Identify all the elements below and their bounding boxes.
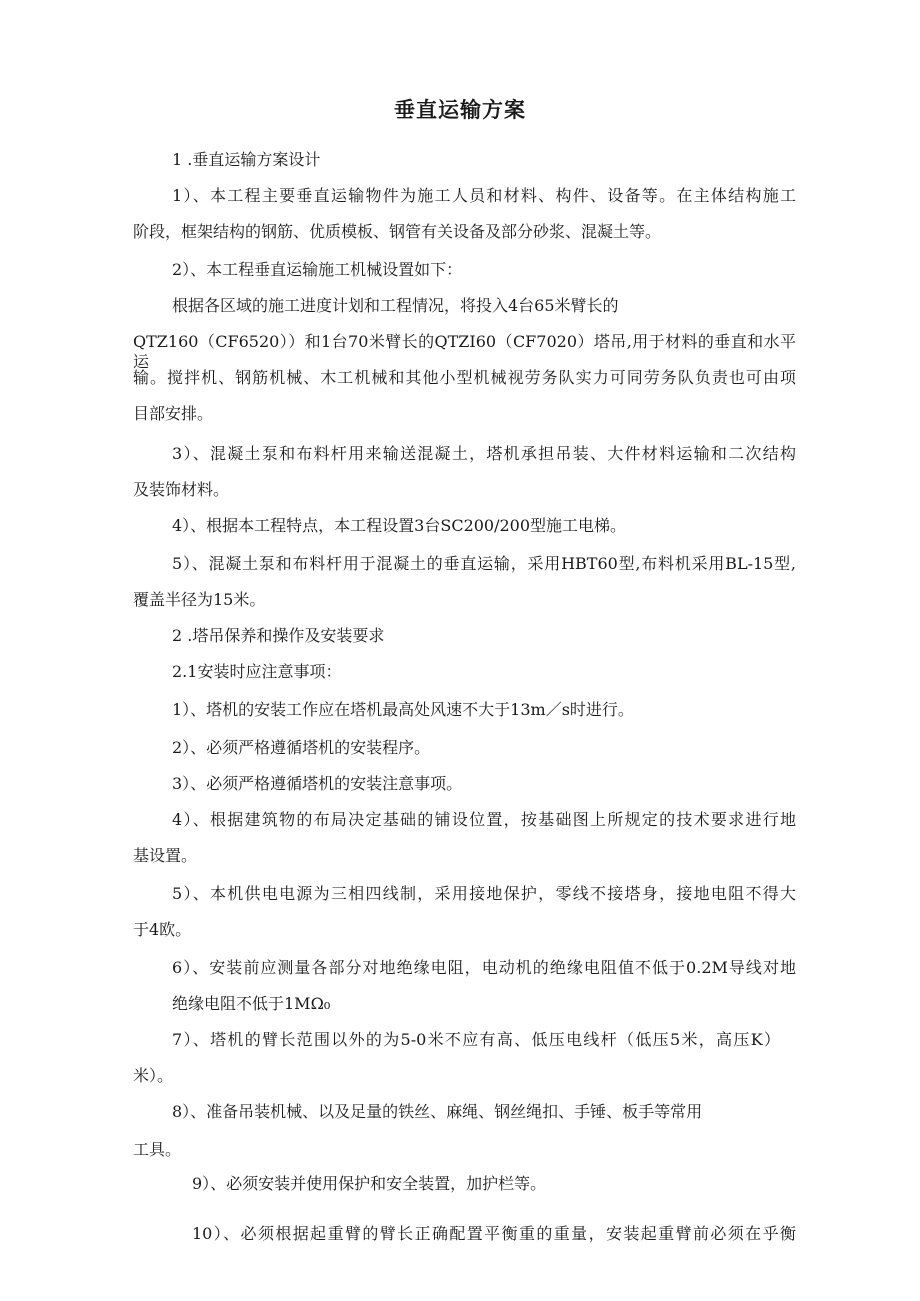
paragraph-line: 4）、根据建筑物的布局决定基础的铺设位置，按基础图上所规定的技术要求进行地	[172, 810, 796, 829]
paragraph-line: 1）、本工程主要垂直运输物件为施工人员和材料、构件、设备等。在主体结构施工	[172, 186, 796, 205]
paragraph-line: 7）、塔机的臂长范围以外的为5-0米不应有高、低压电线杆（低压5米，高压K）	[172, 1030, 780, 1049]
paragraph-line: 3）、混凝土泵和布料杆用来输送混凝土，塔机承担吊装、大件材料运输和二次结构	[172, 444, 796, 463]
paragraph-line: 基设置。	[133, 846, 198, 865]
paragraph-line: 3）、必须严格遵循塔机的安装注意事项。	[172, 774, 463, 793]
paragraph-line: 输。搅拌机、钢筋机械、木工机械和其他小型机械视劳务队实力可同劳务队负责也可由项	[133, 368, 796, 387]
paragraph-line: 9）、必须安装并使用保护和安全装置，加护栏等。	[192, 1174, 547, 1193]
paragraph-line: 5）、本机供电电源为三相四线制，采用接地保护，零线不接塔身，接地电阻不得大	[172, 884, 796, 903]
paragraph-line: 米）。	[133, 1066, 174, 1085]
paragraph-line: QTZ160（CF6520））和1台70米臂长的QTZI60（CF7020）塔吊,用于材料的垂直和水平运	[133, 332, 796, 371]
paragraph-line: 绝缘电阻不低于1MΩ₀	[172, 994, 331, 1013]
paragraph-line: 目部安排。	[133, 404, 214, 423]
paragraph-line: 2）、必须严格遵循塔机的安装程序。	[172, 738, 431, 757]
paragraph-line: 6）、安装前应测量各部分对地绝缘电阻，电动机的绝缘电阻值不低于0.2M导线对地	[172, 958, 796, 977]
paragraph-line: 根据各区域的施工进度计划和工程情况，将投入4台65米臂长的	[172, 296, 619, 315]
subsection-heading: 2.1安装时应注意事项：	[172, 662, 342, 681]
paragraph-line: 于4欧。	[133, 920, 192, 939]
paragraph-line: 10）、必须根据起重臂的臂长正确配置平衡重的重量，安装起重臂前必须在乎衡	[192, 1224, 796, 1243]
section-heading: 2 .塔吊保养和操作及安装要求	[172, 626, 385, 645]
document-title: 垂直运输方案	[394, 97, 526, 122]
paragraph-line: 8）、准备吊装机械、以及足量的铁丝、麻绳、钢丝绳扣、手锤、板手等常用	[172, 1102, 703, 1121]
paragraph-line: 阶段，框架结构的钢筋、优质模板、钢管有关设备及部分砂浆、混凝土等。	[133, 222, 662, 241]
paragraph-line: 2）、本工程垂直运输施工机械设置如下：	[172, 260, 463, 279]
paragraph-line: 及装饰材料。	[133, 480, 230, 499]
paragraph-line: 覆盖半径为15米。	[133, 590, 266, 609]
paragraph-line: 5）、混凝土泵和布料杆用于混凝土的垂直运输，采用HBT60型,布料机采用BL-15型,	[172, 554, 796, 573]
paragraph-line: 1）、塔机的安装工作应在塔机最高处风速不大于13m／s时进行。	[172, 700, 634, 719]
paragraph-line: 工具。	[133, 1140, 182, 1159]
paragraph-line: 4）、根据本工程特点，本工程设置3台SC200/200型施工电梯。	[172, 516, 627, 535]
section-heading: 1 .垂直运输方案设计	[172, 150, 321, 169]
